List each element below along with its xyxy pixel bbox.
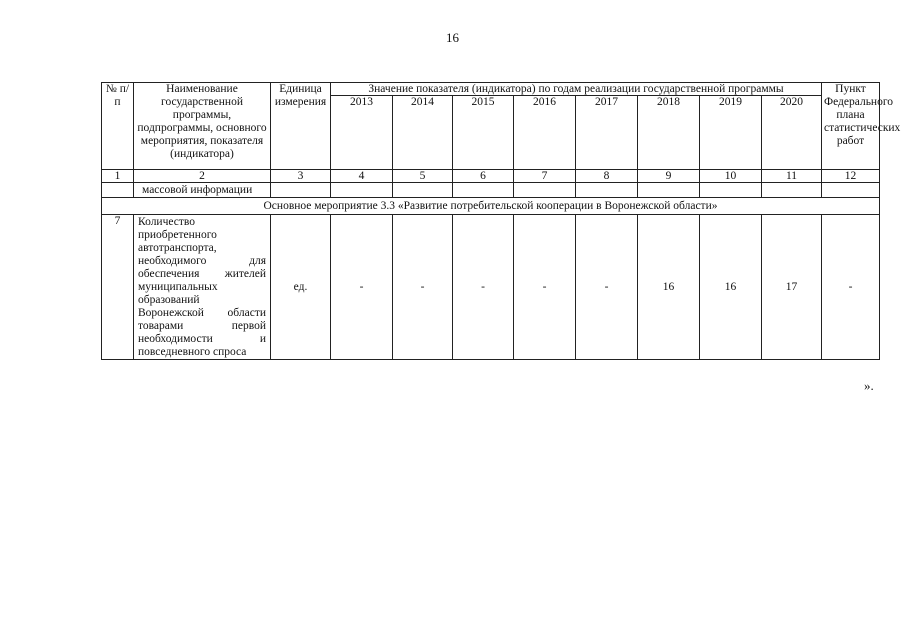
empty-cell	[576, 183, 638, 198]
table-row	[102, 215, 880, 360]
column-number: 6	[453, 170, 514, 183]
header-col-values: Значение показателя (индикатора) по годам реализации государственной программы	[331, 83, 822, 96]
closing-mark: ».	[864, 378, 874, 393]
row-number: 7	[102, 215, 134, 360]
empty-cell	[102, 183, 134, 198]
year-value: 17	[762, 215, 822, 360]
empty-cell	[822, 183, 880, 198]
year-header: 2020	[762, 96, 822, 170]
empty-cell	[514, 183, 576, 198]
indicator-name: Количество приобретенного автотранспорта, необходимого для обеспечения жителей муниципальных образований Воронежской области товарами первой необходимости и повседневного спроса	[134, 215, 271, 360]
year-header: 2015	[453, 96, 514, 170]
year-header: 2017	[576, 96, 638, 170]
year-header: 2013	[331, 96, 393, 170]
column-number: 11	[762, 170, 822, 183]
empty-cell	[453, 183, 514, 198]
plan-item: -	[822, 215, 880, 360]
year-value: -	[331, 215, 393, 360]
empty-cell	[638, 183, 700, 198]
header-row-top	[102, 83, 880, 96]
header-col-name: Наименование государственной программы, подпрограммы, основного мероприятия, показателя (индикатора)	[134, 83, 271, 170]
indicator-unit: ед.	[271, 215, 331, 360]
empty-cell	[700, 183, 762, 198]
section-title: Основное мероприятие 3.3 «Развитие потребительской кооперации в Воронежской области»	[102, 198, 880, 215]
year-header: 2018	[638, 96, 700, 170]
year-value: -	[393, 215, 453, 360]
year-header: 2014	[393, 96, 453, 170]
year-value: 16	[638, 215, 700, 360]
column-number: 2	[134, 170, 271, 183]
year-value: -	[453, 215, 514, 360]
empty-cell	[393, 183, 453, 198]
column-number: 1	[102, 170, 134, 183]
year-value: -	[514, 215, 576, 360]
column-number: 5	[393, 170, 453, 183]
column-numbers-row	[102, 170, 880, 183]
column-number: 4	[331, 170, 393, 183]
section-row	[102, 198, 880, 215]
column-number: 3	[271, 170, 331, 183]
year-header: 2019	[700, 96, 762, 170]
column-number: 8	[576, 170, 638, 183]
empty-cell	[331, 183, 393, 198]
year-header: 2016	[514, 96, 576, 170]
column-number: 10	[700, 170, 762, 183]
continuation-row	[102, 183, 880, 198]
header-col-num: № п/п	[102, 83, 134, 170]
year-value: -	[576, 215, 638, 360]
column-number: 7	[514, 170, 576, 183]
column-number: 9	[638, 170, 700, 183]
page-number: 16	[446, 30, 459, 45]
indicator-table	[101, 82, 901, 360]
empty-cell	[271, 183, 331, 198]
empty-cell	[762, 183, 822, 198]
continuation-text: массовой информации	[134, 183, 271, 198]
header-col-unit: Единица измерения	[271, 83, 331, 170]
header-col-plan: Пункт Федерального плана статистических работ	[822, 83, 880, 170]
column-number: 12	[822, 170, 880, 183]
year-value: 16	[700, 215, 762, 360]
